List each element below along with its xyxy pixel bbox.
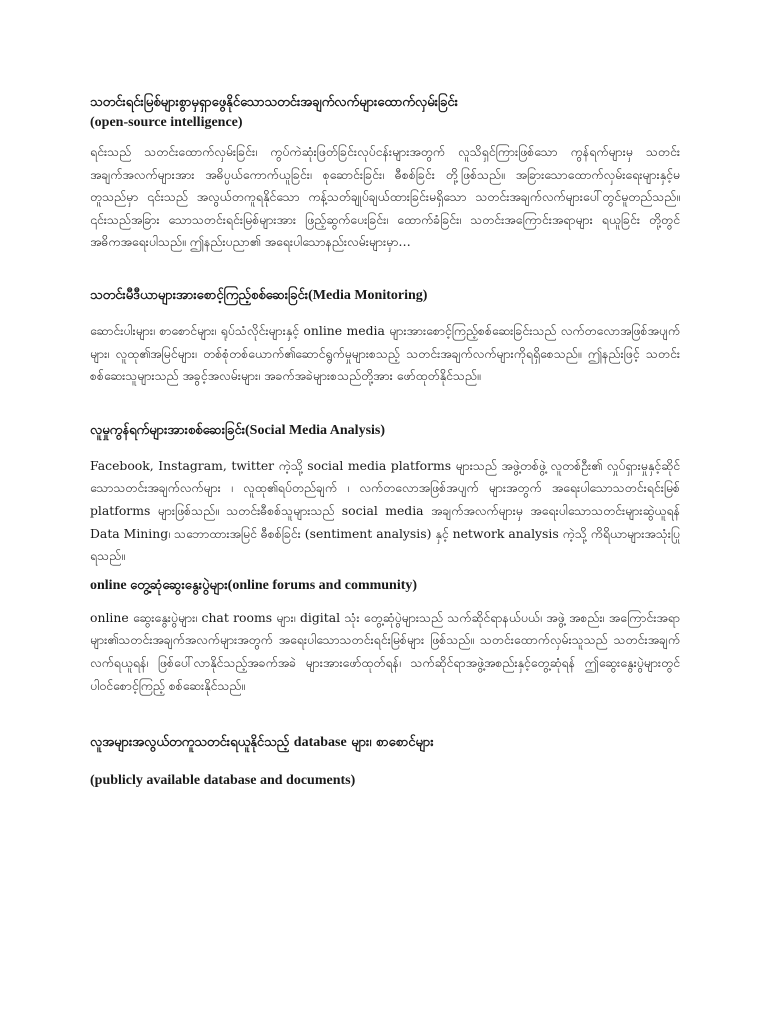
- section-heading-my: တွေ့ဆုံဆွေးနွေးပွဲများ: [130, 577, 228, 593]
- section-heading-en: (publicly available database and documents): [90, 773, 356, 789]
- section-heading-english: [90, 771, 680, 791]
- section-social-media-analysis: [90, 421, 680, 568]
- section-heading-english: [90, 113, 680, 133]
- section-body: ရင်းသည် သတင်းထောက်လှမ်းခြင်း၊ ကွပ်ကဲဆုံးဖြတ်ခြင်းလုပ်ငန်းများအတွက် လူသိရှင်ကြားဖြစ်သော ကွန်ရက်များမှ သတင်းအချက်အလက်များအား အဓိပ္ပယ်ကောက်ယူခြင်း၊ စုဆောင်းခြင်း၊ ဓီစစ်ခြင်း တို့ဖြစ်သည်။ အခြားသောထောက်လှမ်းရေးများနှင့်မတူသည်မှာ ၎င်းသည် အလွယ်တကူရနိုင်သော ကန့်သတ်ချုပ်ချယ်ထားခြင်းမရှိသော သတင်းအချက်လက်များပေါ်တွင်မူတည်သည်။ ၎င်းသည်အခြား သောသတင်းရင်းမြစ်များအား ဖြည့်ဆွက်ပေးခြင်း၊ ထောက်ခံခြင်း၊ သတင်းအကြောင်းအရာများ ရယူခြင်း တို့တွင် အဓိကအရေးပါသည်။ ဤနည်းပညာ၏ အရေးပါသောနည်းလမ်းများမှာ…: [90, 144, 680, 250]
- section-osint: [90, 93, 680, 254]
- section-heading-my: လူအများအလွယ်တကူသတင်းရယူနိုင်သည့်: [90, 735, 294, 751]
- section-heading-en: (Media Monitoring): [308, 287, 428, 303]
- section-body: ဆောင်းပါးများ၊ စာစောင်များ၊ ရုပ်သံလိုင်းများနှင့် online media များအားစောင့်ကြည့်စစ်ဆေးခြင်းသည် လက်တလောအဖြစ်အပျက်များ၊ လူထု၏အမြင်များ၊ တစ်စုံတစ်ယောက်၏ဆောင်ရွက်မှုများစသည့် သတင်းအချက်လက်များကိုရရှိစေသည်။ ဤနည်းဖြင့် သတင်းစစ်ဆေးသူများသည် အခွင့်အလမ်းများ၊ အခက်အခဲများစသည်တို့အား ဖော်ထုတ်နိုင်သည်။: [90, 322, 680, 384]
- section-media-monitoring: [90, 286, 680, 388]
- section-public-databases: [90, 733, 680, 791]
- section-heading: [90, 576, 680, 596]
- section-heading-db: database: [293, 735, 347, 751]
- section-heading-my: လူမှုကွန်ရက်များအားစစ်ဆေးခြင်း: [90, 422, 246, 438]
- section-heading: သတင်းရင်းမြစ်များစွာမှရှာဖွေနိုင်သောသတင်းအချက်လက်များထောက်လှမ်းခြင်း: [90, 95, 458, 110]
- section-heading-suffix: များ၊ စာစောင်များ: [346, 735, 434, 751]
- section-heading: [90, 421, 680, 441]
- section-body: Facebook, Instagram, twitter ကဲ့သို့ social media platforms များသည် အဖွဲ့တစ်ဖွဲ့ လူတစ်ဦး၏ လှုပ်ရှားမှုနှင့်ဆိုင်သောသတင်းအချက်လက်များ ၊ လူထု၏ရပ်တည်ချက် ၊ လက်တလောအဖြစ်အပျက် များအတွက် အရေးပါသောသတင်းရင်းမြစ် platforms များဖြစ်သည်။ သတင်းဓီစစ်သူများသည် social media အချက်အလက်များမှ အရေးပါသောသတင်းများဆွဲယူရန် Data Mining၊ သဘောထားအမြင် ဓီစစ်ခြင်း (sentiment analysis) နှင့် network analysis ကဲ့သို့ ကိရိယာများအသုံးပြုရသည်။: [90, 457, 680, 564]
- section-heading-en: (online forums and community): [227, 577, 418, 593]
- section-heading: [90, 286, 680, 306]
- section-heading-en: (open-source intelligence): [90, 115, 243, 130]
- section-heading: [90, 733, 680, 753]
- section-heading-prefix: online: [90, 577, 131, 593]
- section-heading-my: သတင်းမီဒီယာများအားစောင့်ကြည့်စစ်ဆေးခြင်း: [90, 287, 309, 303]
- section-online-forums: [90, 576, 680, 697]
- section-body: online ဆွေးနွေးပွဲများ၊ chat rooms များ၊ digital သုံး တွေ့ဆုံပွဲများသည် သက်ဆိုင်ရာနယ်ပယ်၊ အဖွဲ့ အစည်း၊ အကြောင်းအရာများ၏သတင်းအချက်အလက်များအတွက် အရေးပါသောသတင်းရင်းမြစ်များ ဖြစ်သည်။ သတင်းထောက်လှမ်းသူသည် သတင်းအချက်လက်ရယူရန်၊ ဖြစ်ပေါ်လာနိုင်သည့်အခက်အခဲ များအားဖော်ထုတ်ရန်၊ သက်ဆိုင်ရာအဖွဲ့အစည်းနှင့်တွေ့ဆုံရန် ဤဆွေးနွေးပွဲများတွင် ပါဝင်စောင့်ကြည့် စစ်ဆေးနိုင်သည်။: [90, 609, 680, 693]
- section-heading-en: (Social Media Analysis): [245, 422, 386, 438]
